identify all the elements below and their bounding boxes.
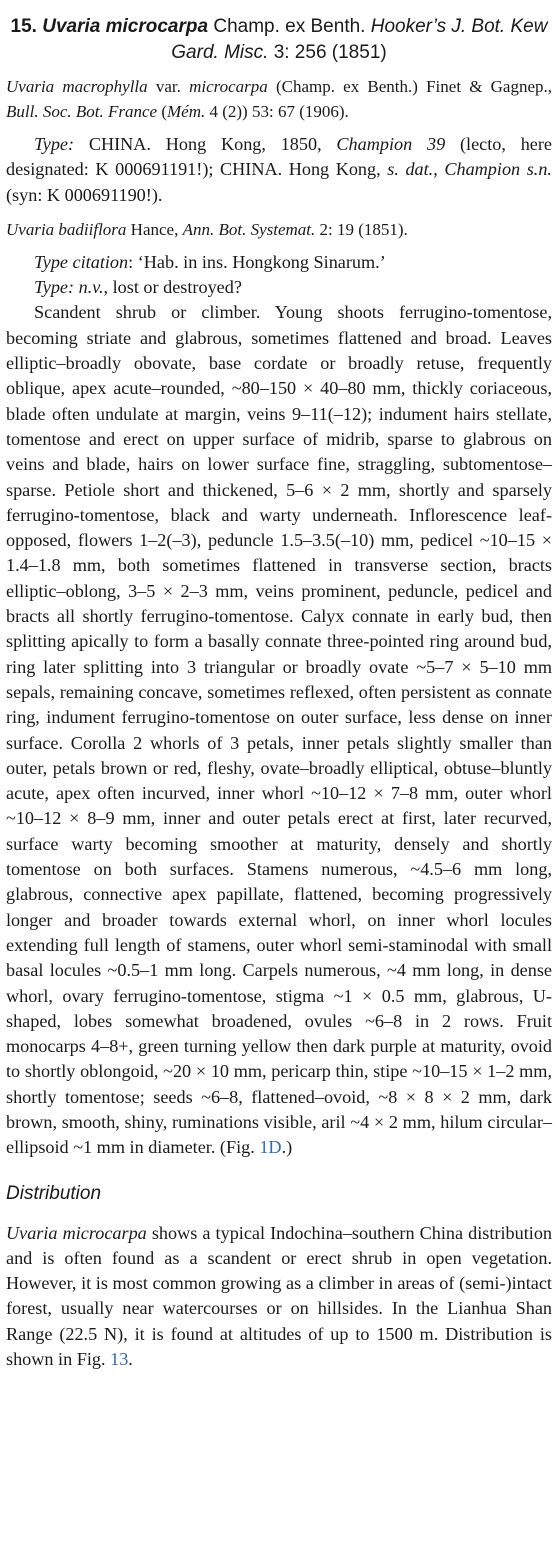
distribution-species: Uvaria microcarpa	[6, 1222, 147, 1243]
description-close: .)	[281, 1137, 293, 1158]
type-comma: ,	[433, 159, 438, 180]
figure-link-13[interactable]: 13	[110, 1349, 129, 1370]
type-citation-text: : ‘Hab. in ins. Hongkong Sinarum.’	[128, 251, 386, 272]
type-text-a: CHINA. Hong Kong, 1850,	[88, 134, 322, 154]
type-status	[6, 275, 552, 300]
type-text-b: (lecto, here designated: K 000691191!); CHINA. Hong Kong,	[6, 134, 552, 180]
synonym-macrophylla-mem: Mém.	[167, 102, 206, 121]
synonym-macrophylla-authors: (Champ. ex Benth.) Finet & Gagnep.,	[275, 77, 553, 96]
description-text: Scandent shrub or climber. Young shoots ferrugino-tomentose, becoming striate and glabrous, sometimes flattened and broad. Leaves elliptic–broadly obovate, base cordate or broadly retuse, frequently oblique, apex acute–rounded, ~80–150 × 40–80 mm, thickly coriaceous, blade often undulate at margin, veins 9–11(–12); indument hairs stellate, tomentose and erect on upper surface of midrib, sparse to glabrous on veins and blade, hairs on lower surface fine, straggling, subtomentose–sparse. Petiole short and thickened, 5–6 × 2 mm, shortly and sparsely ferrugino-tomentose, black and warty underneath. Inflorescence leaf-opposed, flowers 1–2(–3), peduncle 1.5–3.5(–10) mm, pedicel ~10–15 × 1.4–1.8 mm, both sometimes flattened in transverse section, bracts elliptic–oblong, 3–5 × 2–3 mm, veins prominent, peduncle, pedicel and bracts all shortly ferrugino-tomentose. Calyx connate in early bud, then splitting apically to form a basally connate three-pointed ring around bud, ring later splitting into 3 triangular or broadly ovate ~5–7 × 5–10 mm sepals, remaining concave, sometimes reflexed, often persistent as connate ring, indument ferrugino-tomentose on outer surface, less dense on inner surface. Corolla 2 whorls of 3 petals, inner petals slightly smaller than outer, petals brown or red, fleshy, ovate–broadly elliptical, obtuse–bluntly acute, apex often incurved, inner whorl ~10–12 × 7–8 mm, outer whorl ~10–12 × 8–9 mm, inner and outer petals erect at first, later recurved, surface warty becoming smoother at maturity, densely and shortly tomentose on both surfaces. Stamens numerous, ~4.5–6 mm long, glabrous, connective apex papillate, flattened, becoming progressively longer and broader towards external whorl, on inner whorl locules extending full length of stamens, outer whorl semi-staminodal with small basal locules ~0.5–1 mm long. Carpels numerous, ~4 mm long, in dense whorl, ovary ferrugino-tomentose, stigma ~1 × 0.5 mm, glabrous, U-shaped, lobes somewhat broadened, ovules ~6–8 in 2 rows. Fruit monocarps 4–8+, green turning yellow then dark purple at maturity, ovoid to shortly oblongoid, ~20 × 10 mm, pericarp thin, stipe ~10–15 × 1–2 mm, shortly tomentose; seeds ~6–8, flattened–ovoid, ~8 × 8 × 2 mm, dark brown, smooth, shiny, ruminations visible, aril ~4 × 2 mm, hilum circular–ellipsoid ~1 mm in diameter. (Fig.	[6, 302, 552, 1158]
type-collector-b: Champion s.n.	[444, 159, 552, 180]
species-number: 15.	[10, 16, 37, 37]
type-collector-a: Champion 39	[336, 134, 446, 154]
synonym-badiiflora-name: Uvaria badiiflora	[6, 219, 127, 239]
synonym-macrophylla-citation: 4 (2)) 53: 67 (1906).	[209, 102, 349, 121]
synonym-badiiflora-journal: Ann. Bot. Systemat.	[182, 219, 316, 239]
type-text-c: (syn: K 000691190!).	[6, 184, 163, 205]
species-name: Uvaria microcarpa	[42, 16, 209, 37]
synonym-macrophylla-epithet: microcarpa	[189, 77, 268, 96]
distribution-text: shows a typical Indochina–southern China distribution and is often found as a scandent or erect shrub in open vegetation. However, it is most common growing as a climber in areas of (semi-)intact forest, usually near watercourses or on hillsides. In the Lianhua Shan Range (22.5 N), it is found at altitudes of up to 1500 m. Distribution is shown in Fig.	[6, 1222, 553, 1370]
species-description	[6, 300, 552, 1160]
species-journal: Hooker’s J. Bot. Kew Gard. Misc.	[171, 16, 548, 63]
type-statement-lecto	[6, 132, 552, 208]
type-status-label: Type: n.v.	[34, 277, 104, 298]
distribution-paragraph	[6, 1221, 552, 1373]
figure-link-1d[interactable]: 1D	[259, 1137, 282, 1158]
synonym-macrophylla-journal: Bull. Soc. Bot. France	[6, 102, 158, 121]
type-label: Type:	[34, 134, 75, 154]
type-citation	[6, 250, 552, 275]
synonym-macrophylla	[6, 74, 552, 124]
species-authority: Champ. ex Benth.	[213, 16, 366, 37]
type-status-text: , lost or destroyed?	[103, 277, 242, 298]
distribution-heading: Distribution	[6, 1182, 102, 1204]
synonym-badiiflora	[6, 217, 552, 242]
synonym-badiiflora-author: Hance,	[130, 219, 179, 239]
synonym-macrophylla-rank: var.	[155, 77, 181, 96]
type-citation-label: Type citation	[34, 251, 129, 272]
species-heading	[6, 14, 552, 66]
synonym-macrophylla-mem-open: (	[161, 102, 167, 121]
species-citation: 3: 256 (1851)	[273, 42, 387, 63]
distribution-close: .	[128, 1349, 133, 1370]
synonym-badiiflora-citation: 2: 19 (1851).	[319, 219, 408, 239]
type-sdat: s. dat.	[387, 159, 434, 180]
synonym-macrophylla-name: Uvaria macrophylla	[6, 77, 148, 96]
